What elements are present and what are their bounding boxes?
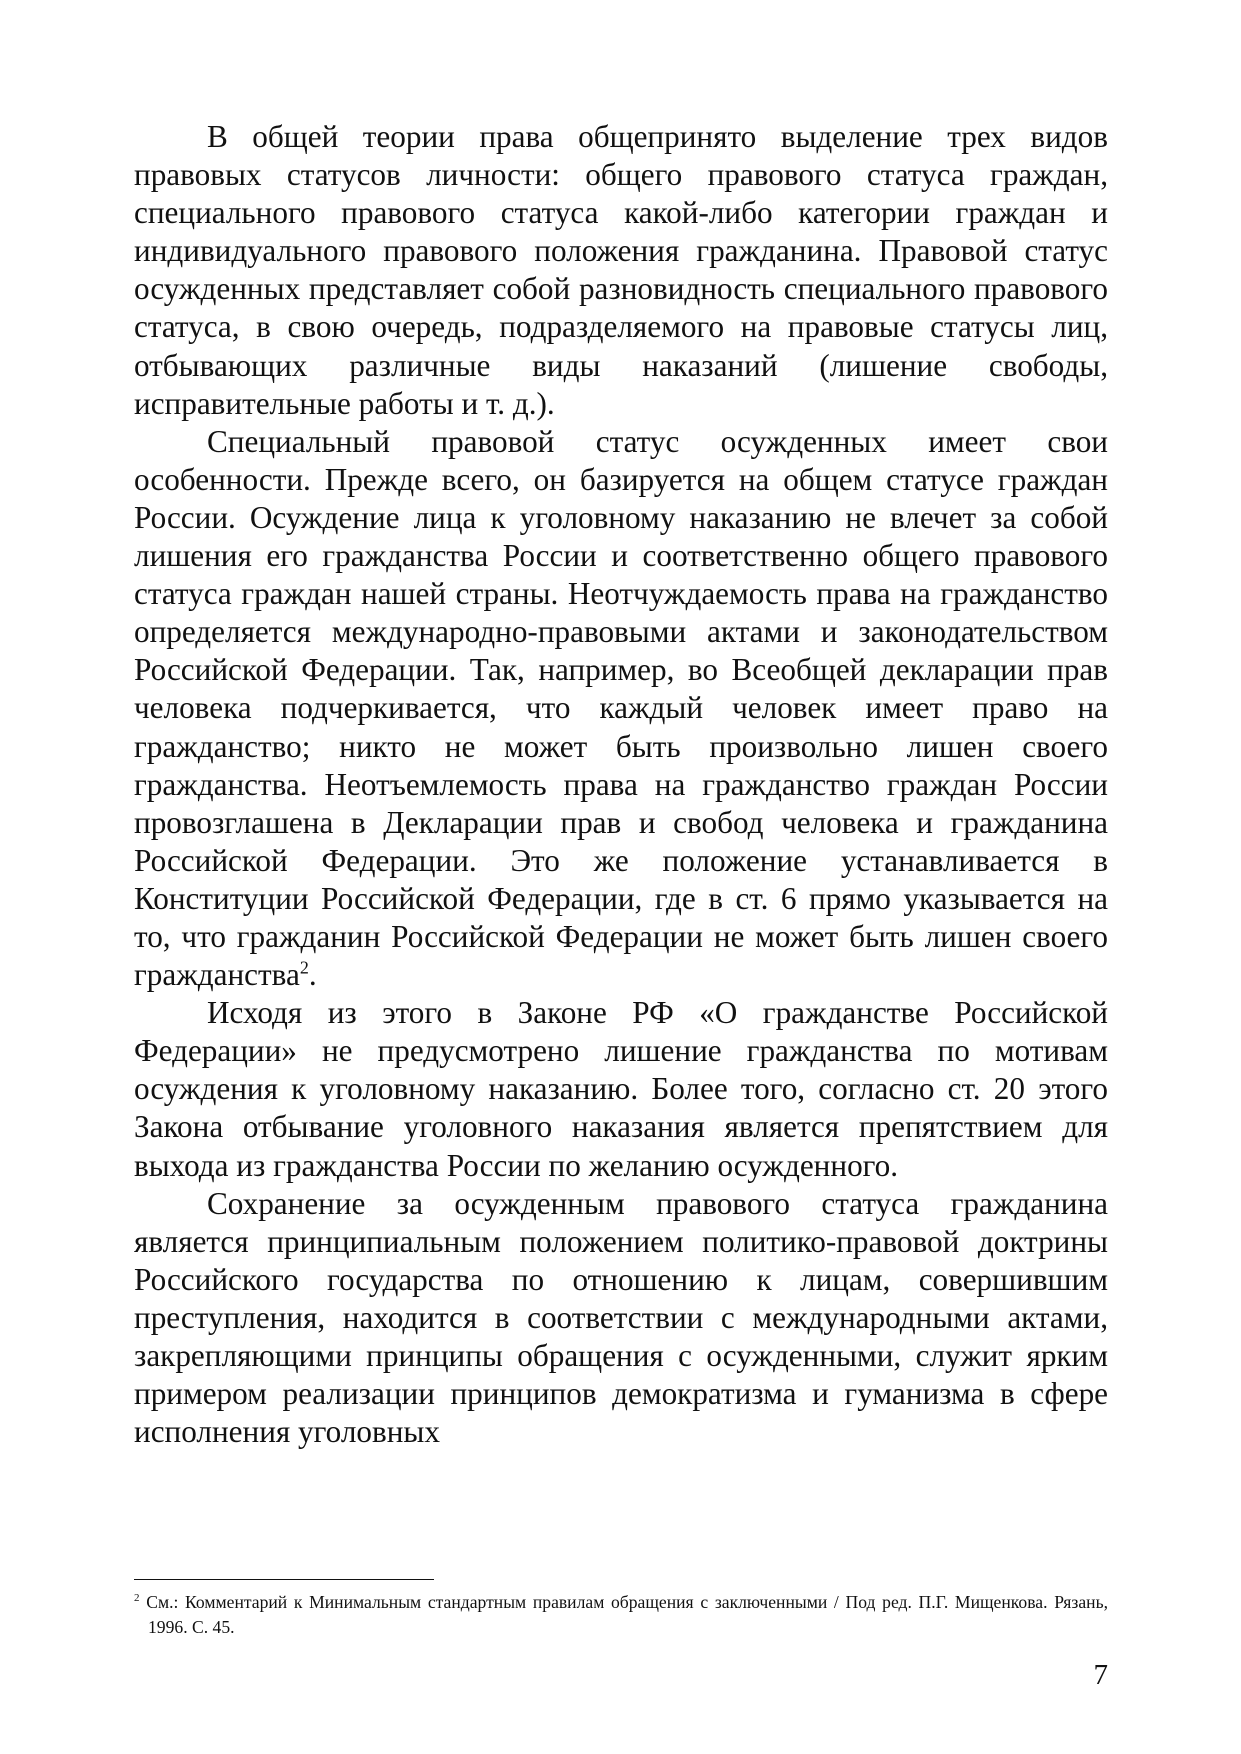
footnote-divider — [134, 1579, 434, 1580]
paragraph-4: Сохранение за осужденным правового статуса гражданина является принципиальным положением политико-правовой доктрины Российского государства по отношению к лицам, совершившим преступления, находится в соответствии с международными актами, закрепляющими принципы обращения с осужденными, служит ярким примером реализации принципов демократизма и гуманизма в сфере исполнения уголовных — [134, 1185, 1108, 1450]
paragraph-2-text: Специальный правовой статус осужденных имеет свои особенности. Прежде всего, он базируется на общем статусе граждан России. Осуждение лица к уголовному наказанию не влечет за собой лишения его гражданства России и соответственно общего правового статуса граждан нашей страны. Неотчуждаемость права на гражданство определяется международно-правовыми актами и законодательством Российской Федерации. Так, например, во Всеобщей декларации прав человека подчеркивается, что каждый человек имеет право на гражданство; никто не может быть произвольно лишен своего гражданства. Неотъемлемость права на гражданство граждан России провозглашена в Декларации прав и свобод человека и гражданина Российской Федерации. Это же положение устанавливается в Конституции Российской Федерации, где в ст. 6 прямо указывается на то, что гражданин Российской Федерации не может быть лишен своего гражданства — [134, 423, 1108, 993]
footnote — [134, 1590, 1108, 1640]
footnote-text: См.: Комментарий к Минимальным стандартным правилам обращения с заключенными / Под ред. П.Г. Мищенкова. Рязань, 1996. С. 45. — [146, 1592, 1108, 1637]
footnote-number: 2 — [134, 1592, 140, 1605]
body-text — [134, 118, 1108, 1451]
footnote-reference[interactable]: 2 — [299, 957, 309, 978]
paragraph-2 — [134, 423, 1108, 994]
paragraph-1: В общей теории права общепринято выделение трех видов правовых статусов личности: общего правового статуса граждан, специального правового статуса какой-либо категории граждан и индивидуального правового положения гражданина. Правовой статус осужденных представляет собой разновидность специального правового статуса, в свою очередь, подразделяемого на правовые статусы лиц, отбывающих различные виды наказаний (лишение свободы, исправительные работы и т. д.). — [134, 119, 1108, 421]
paragraph-2-tail: . — [308, 957, 317, 993]
footnote-body — [134, 1590, 1108, 1640]
paragraph-3: Исходя из этого в Законе РФ «О гражданстве Российской Федерации» не предусмотрено лишение гражданства по мотивам осуждения к уголовному наказанию. Более того, согласно ст. 20 этого Закона отбывание уголовного наказания является препятствием для выхода из гражданства России по желанию осужденного. — [134, 995, 1108, 1183]
page-number: 7 — [1093, 1659, 1108, 1691]
